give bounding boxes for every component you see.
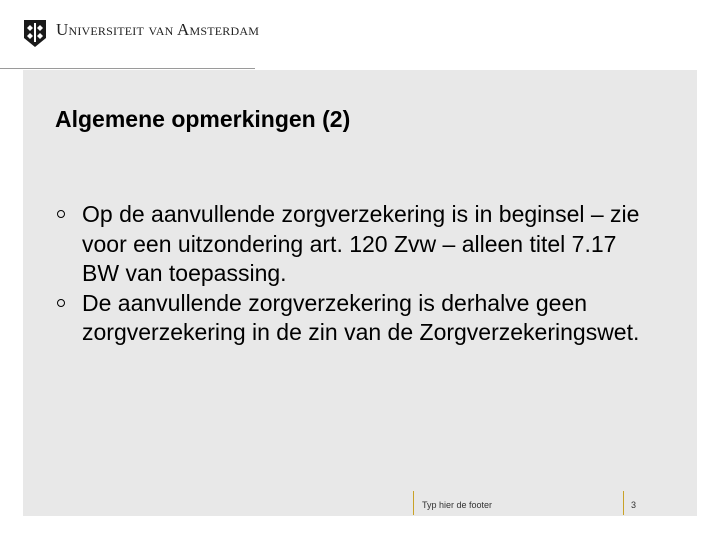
- bullet-item: [56, 200, 656, 289]
- bullet-circle-icon: [57, 299, 65, 307]
- bullet-list: [56, 200, 656, 348]
- header-divider: [0, 68, 255, 69]
- bullet-text: Op de aanvullende zorgverzekering is in beginsel – zie voor een uitzondering art. 120 Zvw – alleen titel 7.17 BW van toepassing.: [82, 201, 640, 286]
- slide-title: Algemene opmerkingen (2): [55, 106, 351, 132]
- bullet-item: [56, 289, 656, 348]
- crest-icon: [24, 20, 46, 47]
- footer-divider: [413, 491, 414, 515]
- footer-text: Typ hier de footer: [422, 500, 493, 510]
- bullet-circle-icon: [57, 210, 65, 218]
- bullet-text: De aanvullende zorgverzekering is derhalve geen zorgverzekering in de zin van de Zorgverzekeringswet.: [82, 289, 640, 345]
- footer-divider: [623, 491, 624, 515]
- page-number: 3: [631, 500, 637, 510]
- institution-name: Universiteit van Amsterdam: [56, 20, 260, 39]
